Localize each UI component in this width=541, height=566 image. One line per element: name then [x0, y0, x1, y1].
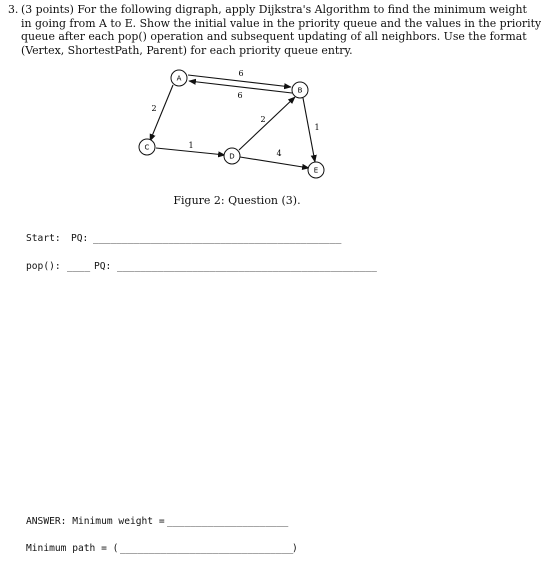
edge-b-a-weight: 6: [237, 91, 243, 100]
edge-b-e-weight: 1: [314, 123, 320, 132]
start-pq-blank[interactable]: ___________________________________________: [93, 233, 342, 244]
edge-d-e: [240, 157, 309, 168]
pop-pq-label: PQ:: [94, 261, 112, 272]
node-b-label: B: [297, 86, 303, 95]
edge-a-c: [150, 85, 173, 141]
pop-label: pop():: [26, 261, 61, 272]
question-body: [21, 3, 541, 57]
edge-d-b-weight: 2: [260, 115, 266, 124]
edge-a-b-weight: 6: [238, 69, 244, 78]
edge-d-e-weight: 4: [276, 149, 282, 158]
answer-path-close: ): [292, 543, 298, 554]
answer-weight-label: ANSWER: Minimum weight =: [26, 516, 165, 527]
node-c-label: C: [144, 143, 150, 152]
answer-path-blank[interactable]: ______________________________: [120, 543, 294, 554]
question-line-1: (3 points) For the following digraph, apply Dijkstra's Algorithm to find the minimum weight: [21, 3, 527, 16]
start-label: Start:: [26, 233, 61, 244]
node-a-label: A: [176, 74, 182, 83]
digraph: [0, 60, 474, 185]
figure-caption: Figure 2: Question (3).: [173, 194, 301, 207]
question-line-2: in going from A to E. Show the initial value in the priority queue and the values in the priority: [21, 16, 541, 30]
edge-b-e: [303, 98, 315, 162]
edge-c-d-weight: 1: [188, 141, 194, 150]
pop-vertex-blank[interactable]: ____: [67, 261, 91, 272]
question-line-3: queue after each pop() operation and subsequent updating of all neighbors. Use the format: [21, 30, 527, 44]
question-number: 3.: [8, 3, 19, 16]
edge-a-c-weight: 2: [151, 104, 157, 113]
node-d-label: D: [229, 152, 235, 161]
start-pq-label: PQ:: [71, 233, 89, 244]
edge-d-b: [239, 97, 295, 150]
answer-weight-blank[interactable]: _____________________: [167, 516, 289, 527]
answer-path-label: Minimum path = (: [26, 543, 119, 554]
node-e-label: E: [313, 166, 319, 175]
question-line-4: (Vertex, ShortestPath, Parent) for each priority queue entry.: [21, 43, 353, 57]
pop-pq-blank[interactable]: _____________________________________________: [117, 261, 377, 272]
